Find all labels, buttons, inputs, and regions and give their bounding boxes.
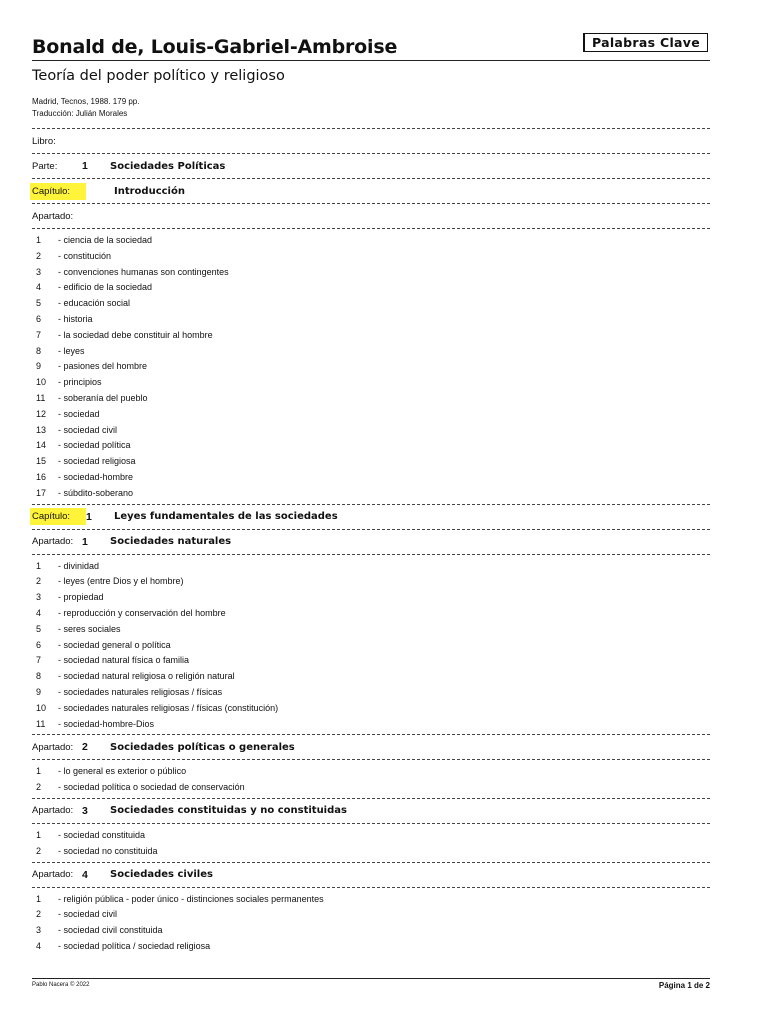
item-number: 11 — [36, 718, 46, 729]
item-text: - sociedad general o política — [58, 639, 171, 650]
list-item — [32, 296, 710, 312]
translation-line: Traducción: Julián Morales — [32, 109, 128, 118]
item-text: - divinidad — [58, 560, 100, 571]
parte-row — [32, 154, 710, 178]
item-number: 1 — [36, 893, 42, 904]
item-number: 3 — [36, 266, 42, 277]
item-number: 7 — [36, 329, 42, 340]
footer-rule — [32, 978, 710, 979]
item-number: 12 — [36, 408, 47, 419]
item-number: 10 — [36, 377, 47, 388]
item-number: 4 — [36, 940, 42, 951]
list-item — [32, 892, 710, 908]
item-text: - seres sociales — [58, 623, 121, 634]
item-number: 2 — [36, 909, 42, 920]
apartado-title: Sociedades constituidas y no constituidas — [110, 805, 347, 817]
apartado-number: 1 — [82, 535, 88, 548]
item-text: - propiedad — [58, 592, 104, 603]
item-text: - principios — [58, 377, 102, 388]
item-text: - sociedades naturales religiosas / físicas (constitución) — [58, 702, 279, 713]
item-number: 8 — [36, 345, 42, 356]
item-number: 4 — [36, 607, 42, 618]
list-item — [32, 828, 710, 844]
item-text: - constitución — [58, 250, 112, 261]
apartado-title: Sociedades civiles — [110, 869, 213, 880]
item-text: - sociedad-hombre — [58, 471, 134, 482]
keyword-list-apartado-2 — [32, 760, 710, 798]
list-item — [32, 844, 710, 860]
author-name: Bonald de, Louis-Gabriel-Ambroise — [32, 36, 398, 58]
item-text: - educación social — [58, 298, 131, 309]
publication-info — [32, 96, 710, 128]
item-number: 6 — [36, 313, 42, 324]
list-item — [32, 780, 710, 796]
apartado-label: Apartado: — [32, 805, 74, 817]
apartado-title: Sociedades políticas o generales — [110, 741, 295, 753]
item-number: 2 — [36, 845, 42, 856]
capitulo-title: Leyes fundamentales de las sociedades — [114, 511, 338, 523]
item-number: 4 — [36, 282, 42, 293]
list-item — [32, 249, 710, 265]
apartado-2-row — [32, 735, 710, 759]
item-text: - súbdito-soberano — [58, 487, 134, 498]
list-item — [32, 407, 710, 423]
list-item — [32, 622, 710, 638]
parte-number: 1 — [82, 160, 88, 172]
item-text: - sociedad natural religiosa o religión natural — [58, 671, 235, 682]
item-number: 1 — [36, 829, 42, 840]
apartado-label: Apartado: — [32, 536, 74, 548]
libro-row — [32, 129, 710, 153]
item-number: 15 — [36, 456, 47, 467]
list-item — [32, 344, 710, 360]
keywords-label-box: Palabras Clave — [583, 33, 708, 52]
item-text: - edificio de la sociedad — [58, 282, 153, 293]
list-item — [32, 328, 710, 344]
list-item — [32, 375, 710, 391]
item-text: - leyes — [58, 345, 85, 356]
book-title: Teoría del poder político y religioso — [32, 68, 285, 84]
item-number: 2 — [36, 576, 42, 587]
capitulo-1-row — [32, 505, 710, 529]
item-number: 5 — [36, 298, 42, 309]
capitulo-number: 1 — [86, 510, 92, 523]
keyword-list-apartado-4 — [32, 888, 710, 957]
apartado-title: Sociedades naturales — [110, 536, 232, 548]
item-number: 16 — [36, 471, 47, 482]
keyword-list-intro — [32, 229, 710, 504]
item-text: - sociedad civil — [58, 909, 118, 920]
list-item — [32, 574, 710, 590]
item-text: - soberanía del pueblo — [58, 392, 148, 403]
list-item — [32, 359, 710, 375]
item-text: - sociedades naturales religiosas / físicas — [58, 686, 223, 697]
list-item — [32, 685, 710, 701]
item-text: - sociedad civil — [58, 424, 118, 435]
apartado-number: 4 — [82, 868, 88, 881]
list-item — [32, 265, 710, 281]
item-text: - sociedad política — [58, 440, 131, 451]
keyword-list-apartado-3 — [32, 824, 710, 862]
apartado-number: 2 — [82, 741, 88, 754]
document-header — [32, 30, 710, 60]
list-item — [32, 907, 710, 923]
item-text: - sociedad política o sociedad de conservación — [58, 782, 245, 793]
libro-label: Libro: — [32, 135, 56, 147]
item-number: 1 — [36, 560, 42, 571]
apartado-label: Apartado: — [32, 869, 74, 880]
capitulo-label-highlighted: Capítulo: — [30, 183, 86, 200]
list-item — [32, 669, 710, 685]
item-number: 2 — [36, 782, 42, 793]
apartado-label: Apartado: — [32, 741, 74, 753]
list-item — [32, 391, 710, 407]
list-item — [32, 486, 710, 502]
list-item — [32, 470, 710, 486]
list-item — [32, 280, 710, 296]
page-number: Página 1 de 2 — [658, 981, 710, 990]
apartado-1-row — [32, 530, 710, 554]
parte-title: Sociedades Políticas — [110, 160, 226, 172]
item-text: - sociedad — [58, 408, 100, 419]
item-text: - sociedad natural física o familia — [58, 655, 190, 666]
item-number: 13 — [36, 424, 47, 435]
item-text: - sociedad religiosa — [58, 456, 136, 467]
item-number: 17 — [36, 487, 47, 498]
list-item — [32, 423, 710, 439]
apartado-intro-row — [32, 204, 710, 228]
list-item — [32, 312, 710, 328]
copyright-text: Pablo Nacera © 2022 — [32, 982, 90, 988]
item-number: 6 — [36, 639, 42, 650]
item-text: - la sociedad debe constituir al hombre — [58, 329, 213, 340]
header-rule — [32, 60, 710, 61]
apartado-4-row — [32, 863, 710, 887]
publication-line: Madrid, Tecnos, 1988. 179 pp. — [32, 97, 140, 106]
apartado-number: 3 — [82, 804, 88, 817]
list-item — [32, 653, 710, 669]
capitulo-intro-row — [32, 179, 710, 203]
item-number: 1 — [36, 235, 42, 245]
item-number: 5 — [36, 623, 42, 634]
document-page — [32, 30, 710, 957]
item-text: - religión pública - poder único - distinciones sociales permanentes — [58, 893, 324, 904]
item-number: 11 — [36, 392, 46, 403]
item-text: - leyes (entre Dios y el hombre) — [58, 576, 184, 587]
item-text: - sociedad política / sociedad religiosa — [58, 940, 211, 951]
capitulo-title: Introducción — [114, 185, 185, 197]
item-text: - sociedad no constituida — [58, 845, 158, 856]
item-number: 8 — [36, 671, 42, 682]
list-item — [32, 717, 710, 733]
item-number: 2 — [36, 250, 42, 261]
item-text: - reproducción y conservación del hombre — [58, 607, 226, 618]
item-text: - sociedad constituida — [58, 829, 146, 840]
list-item — [32, 939, 710, 955]
item-number: 7 — [36, 655, 42, 666]
item-number: 3 — [36, 925, 42, 936]
list-item — [32, 590, 710, 606]
item-number: 9 — [36, 361, 42, 372]
list-item — [32, 454, 710, 470]
item-number: 14 — [36, 440, 47, 451]
item-number: 9 — [36, 686, 42, 697]
item-number: 3 — [36, 592, 42, 603]
list-item — [32, 638, 710, 654]
item-text: - convenciones humanas son contingentes — [58, 266, 229, 277]
apartado-3-row — [32, 799, 710, 823]
item-text: - lo general es exterior o público — [58, 766, 187, 777]
item-text: - ciencia de la sociedad — [58, 235, 153, 245]
list-item — [32, 438, 710, 454]
list-item — [32, 764, 710, 780]
item-text: - historia — [58, 313, 93, 324]
item-text: - pasiones del hombre — [58, 361, 148, 372]
list-item — [32, 233, 710, 249]
list-item — [32, 559, 710, 575]
list-item — [32, 606, 710, 622]
item-number: 10 — [36, 702, 47, 713]
list-item — [32, 923, 710, 939]
apartado-label: Apartado: — [32, 210, 74, 222]
keyword-list-apartado-1 — [32, 555, 710, 735]
capitulo-label-highlighted: Capítulo: — [30, 508, 86, 525]
item-text: - sociedad civil constituida — [58, 925, 163, 936]
item-number: 1 — [36, 766, 42, 777]
list-item — [32, 701, 710, 717]
parte-label: Parte: — [32, 160, 58, 172]
page-footer — [32, 978, 710, 990]
item-text: - sociedad-hombre-Dios — [58, 718, 155, 729]
